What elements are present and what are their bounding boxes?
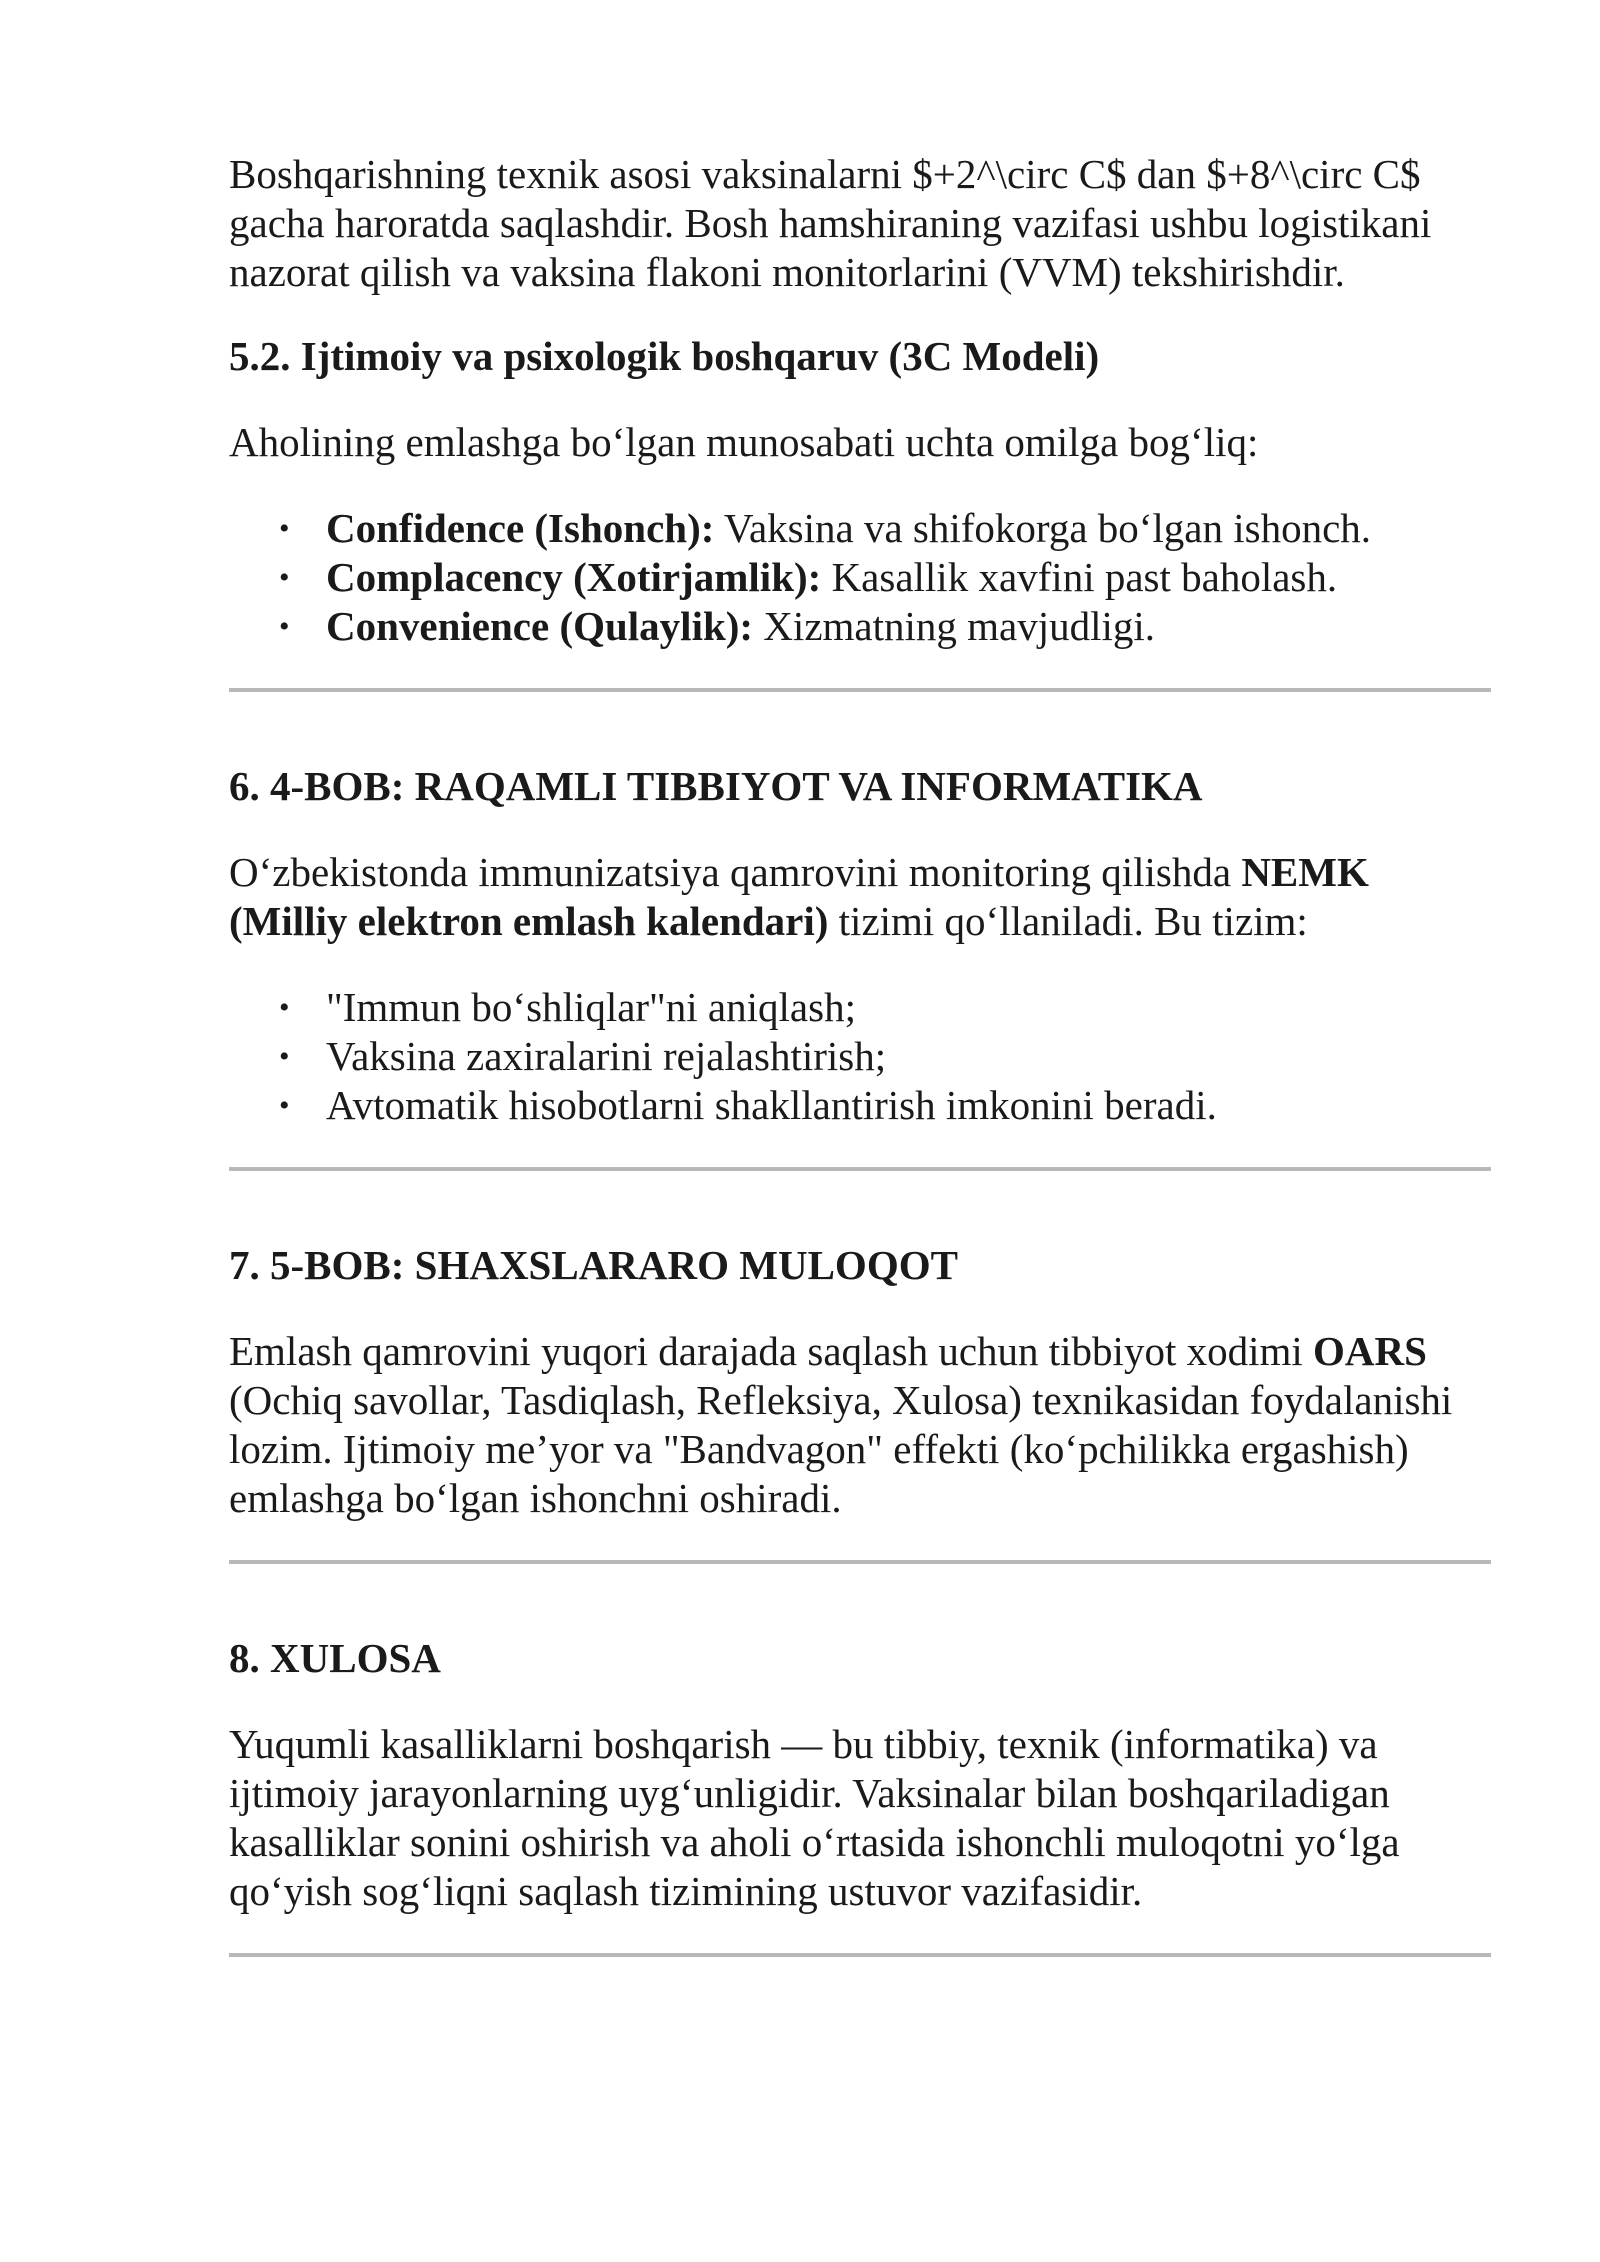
oars-term: OARS xyxy=(1313,1328,1427,1374)
text-run: Emlash qamrovini yuqori darajada saqlash uchun tibbiyot xodimi xyxy=(229,1328,1314,1374)
list-item-text: Kasallik xavfini past baholash. xyxy=(821,554,1338,600)
section-5-2-heading: 5.2. Ijtimoiy va psixologik boshqaruv (3C Modeli) xyxy=(229,333,1100,379)
section-6-list xyxy=(229,983,1491,1130)
text-run: tizimi qo‘llaniladi. Bu tizim: xyxy=(828,898,1308,944)
bullet-icon: • xyxy=(279,610,290,643)
list-item-term: Complacency (Xotirjamlik): xyxy=(326,554,822,600)
bullet-icon: • xyxy=(279,991,290,1024)
section-8-paragraph: Yuqumli kasalliklarni boshqarish — bu tibbiy, texnik (informatika) va ijtimoiy jarayonlarning uyg‘unligidir. Vaksinalar bilan boshqariladigan kasalliklar sonini oshirish va aholi o‘rtasida ishonchli muloqotni yo‘lga qo‘yish sog‘liqni saqlash tizimining ustuvor vazifasidir. xyxy=(229,1721,1400,1914)
section-8-heading: 8. XULOSA xyxy=(229,1635,441,1681)
bullet-icon: • xyxy=(279,1089,290,1122)
section-6-heading: 6. 4-BOB: RAQAMLI TIBBIYOT VA INFORMATIKA xyxy=(229,763,1203,809)
list-item xyxy=(229,602,1491,651)
section-5-2-lead: Aholining emlashga bo‘lgan munosabati uchta omilga bog‘liq: xyxy=(229,419,1259,465)
list-item-text: Vaksina zaxiralarini rejalashtirish; xyxy=(326,1033,887,1079)
text-run: (Ochiq savollar, Tasdiqlash, Refleksiya, Xulosa) texnikasidan foydalanishi lozim. Ijtimoiy me’yor va "Bandvagon" effekti (ko‘pchilikka ergashish) emlashga bo‘lgan ishonchni oshiradi. xyxy=(229,1377,1453,1521)
list-item-text: Avtomatik hisobotlarni shakllantirish imkonini beradi. xyxy=(326,1082,1217,1128)
bullet-icon: • xyxy=(279,1040,290,1073)
list-item-text: Vaksina va shifokorga bo‘lgan ishonch. xyxy=(714,505,1372,551)
document-content xyxy=(229,150,1491,1957)
list-item-term: Confidence (Ishonch): xyxy=(326,505,715,551)
list-item-term: Convenience (Qulaylik): xyxy=(326,603,754,649)
list-item xyxy=(229,1032,1491,1081)
bullet-icon: • xyxy=(279,512,290,545)
list-item xyxy=(229,1081,1491,1130)
list-item-text: "Immun bo‘shliqlar"ni aniqlash; xyxy=(326,984,856,1030)
list-item-text: Xizmatning mavjudligi. xyxy=(753,603,1156,649)
section-6-paragraph xyxy=(229,848,1491,946)
bullet-icon: • xyxy=(279,561,290,594)
nemk-term: NEMK (Milliy elektron emlash kalendari) xyxy=(229,849,1369,944)
list-item xyxy=(229,504,1491,553)
text-run: O‘zbekistonda immunizatsiya qamrovini monitoring qilishda xyxy=(229,849,1242,895)
intro-paragraph: Boshqarishning texnik asosi vaksinalarni $+2^\circ C$ dan $+8^\circ C$ gacha haroratda saqlashdir. Bosh hamshiraning vazifasi ushbu logistikani nazorat qilish va vaksina flakoni monitorlarini (VVM) tekshirishdir. xyxy=(229,151,1432,295)
section-5-2-list xyxy=(229,504,1491,651)
list-item xyxy=(229,553,1491,602)
section-7-heading: 7. 5-BOB: SHAXSLARARO MULOQOT xyxy=(229,1242,958,1288)
section-divider xyxy=(229,1953,1491,1957)
list-item xyxy=(229,983,1491,1032)
section-7-paragraph xyxy=(229,1327,1491,1523)
